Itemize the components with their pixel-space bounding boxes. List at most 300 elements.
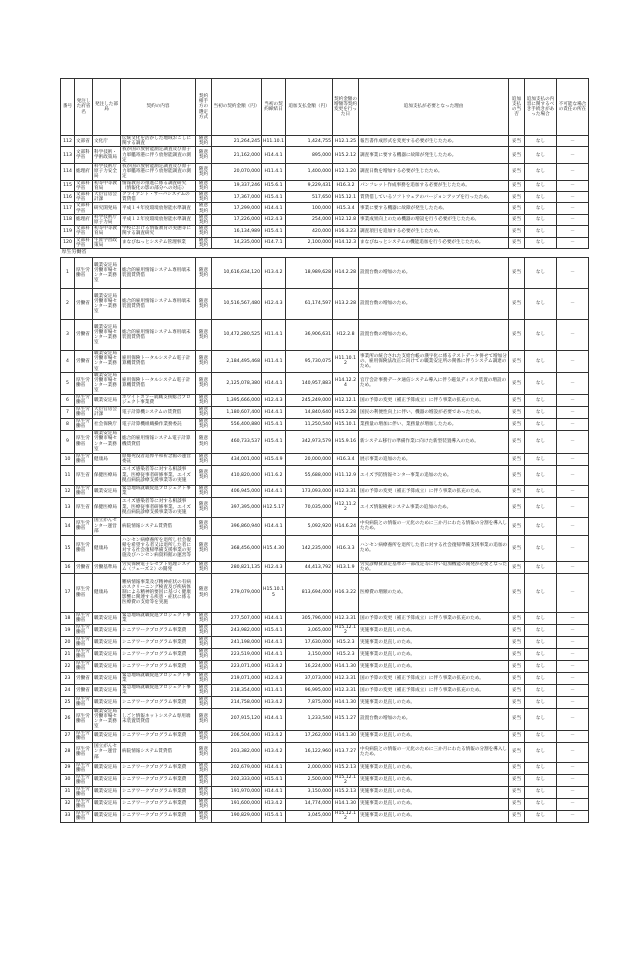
additional-cell: 895,000 (286, 147, 333, 164)
method-cell: 随意契約 (196, 453, 212, 465)
valid-cell: 妥当 (509, 660, 525, 672)
change-date-cell: H14.1.30 (333, 730, 359, 742)
contract-cell: シニアワークプログラム事業費 (121, 624, 196, 636)
resp-cell: － (557, 485, 589, 497)
additional-cell: 7,875,000 (286, 696, 333, 708)
resp-cell: － (557, 226, 589, 237)
table-row (61, 561, 589, 573)
method-cell: 随意契約 (196, 465, 212, 485)
reason-cell: 新システム移行の準備作業に向けた新型装置導入のため。 (359, 430, 509, 453)
row-no: 21 (61, 648, 75, 660)
amount-cell: 556,400,880 (212, 418, 262, 430)
table-row (61, 636, 589, 648)
additional-cell: 342,973,579 (286, 430, 333, 453)
contract-date-cell: H15.4.1 (262, 418, 286, 430)
amount-cell: 1,180,607,400 (212, 406, 262, 418)
contract-cell: しごと情報ネットシステム専用端末装置賃貸借 (121, 708, 196, 730)
contract-cell: 労災保険電子レセプト処理システム（フェーズ２）の開発 (121, 561, 196, 573)
resp-cell: － (557, 730, 589, 742)
amount-cell: 16,134,989 (212, 226, 262, 237)
ministry-cell: 厚生労働省 (75, 258, 93, 289)
header-change-date: 契約金額の増額等契約変更を行った日 (333, 79, 359, 136)
amount-cell: 206,504,000 (212, 730, 262, 742)
additional-cell: 17,630,000 (286, 636, 333, 648)
resp-cell: － (557, 742, 589, 762)
additional-cell: 95,730,075 (286, 351, 333, 373)
contract-cell: シニアワークプログラム事業費 (121, 810, 196, 822)
table-row (61, 164, 589, 181)
row-no: 119 (61, 226, 75, 237)
row-no: 3 (61, 320, 75, 351)
amount-cell: 410,820,000 (212, 465, 262, 485)
bureau-cell: 職業安定局労働市場センター業務室 (93, 289, 121, 320)
additional-cell: 37,073,000 (286, 672, 333, 684)
resp-cell: － (557, 164, 589, 181)
contract-date-cell: H14.4.1 (262, 762, 286, 774)
change-date-cell: H13.7.27 (333, 742, 359, 762)
method-cell: 随意契約 (196, 786, 212, 798)
resp-cell: － (557, 136, 589, 147)
prior-cell: なし (525, 561, 557, 573)
change-date-cell: H15.12.1 (333, 192, 359, 203)
bureau-cell: 職業安定局 (93, 624, 121, 636)
amount-cell: 10,616,634,120 (212, 258, 262, 289)
bureau-cell: 職業安定局労働市場センター業務室 (93, 351, 121, 373)
additional-cell: 70,035,000 (286, 497, 333, 517)
additional-cell: 3,150,000 (286, 648, 333, 660)
bureau-cell: 職業安定局 (93, 648, 121, 660)
resp-cell: － (557, 237, 589, 248)
contract-date-cell: H14.4.1 (262, 485, 286, 497)
valid-cell: 妥当 (509, 485, 525, 497)
valid-cell: 妥当 (509, 430, 525, 453)
header-no: 番号 (61, 79, 75, 136)
resp-cell: － (557, 708, 589, 730)
change-date-cell: H15.2.3 (333, 636, 359, 648)
amount-cell: 191,970,000 (212, 786, 262, 798)
row-no: 29 (61, 762, 75, 774)
reason-cell: 事業に要する機器に故障が発生したため。 (359, 203, 509, 214)
prior-cell: なし (525, 573, 557, 612)
change-date-cell: H15.1.27 (333, 708, 359, 730)
row-no: 115 (61, 180, 75, 191)
ministry-cell: 総理府 (75, 164, 93, 181)
additional-cell: 16,122,960 (286, 742, 333, 762)
contract-cell: 情報教育の推進に係る調査研究（情報化の影の部分への対応） (121, 180, 196, 191)
contract-date-cell: H14.4.1 (262, 612, 286, 624)
bureau-cell: 科学技術庁原子力安全局 (93, 164, 121, 181)
row-no: 20 (61, 636, 75, 648)
change-date-cell: H11.12.9 (333, 465, 359, 485)
reason-cell: 展示事業の追加のため。 (359, 453, 509, 465)
contract-cell: 総合的雇用情報システム電子計算機賃貸借 (121, 430, 196, 453)
row-no: 32 (61, 798, 75, 810)
contract-cell: 総合的雇用情報システム専用端末装置賃貸借 (121, 258, 196, 289)
bureau-cell: 文化庁 (93, 136, 121, 147)
reason-cell: 設置台数の増加のため。 (359, 258, 509, 289)
prior-cell: なし (525, 465, 557, 485)
reason-cell: エイズ予防情報センター事業の追加のため。 (359, 465, 509, 485)
change-date-cell: H15.9.16 (333, 430, 359, 453)
row-no: 1 (61, 258, 75, 289)
change-date-cell: H12.3.31 (333, 672, 359, 684)
method-cell: 随意契約 (196, 535, 212, 561)
contract-cell: 我が国の放射能測定調査及び原子力軍艦寄港に伴う放射能調査の測定 (121, 164, 196, 181)
valid-cell: 妥当 (509, 226, 525, 237)
valid-cell: 妥当 (509, 786, 525, 798)
resp-cell: － (557, 453, 589, 465)
bureau-cell: 健康局 (93, 453, 121, 465)
reason-cell: 医療費の増額のため。 (359, 573, 509, 612)
ministry-cell: 労働省 (75, 684, 93, 696)
contract-cell: 原爆死没者追悼平和祈念館の運営委託 (121, 453, 196, 465)
contract-date-cell: H13.4.2 (262, 730, 286, 742)
amount-cell: 203,382,000 (212, 742, 262, 762)
additional-cell: 16,224,000 (286, 660, 333, 672)
table-row (61, 786, 589, 798)
valid-cell: 妥当 (509, 214, 525, 225)
ministry-cell: 厚生労働省 (75, 406, 93, 418)
additional-cell: 813,694,000 (286, 573, 333, 612)
prior-cell: なし (525, 406, 557, 418)
bureau-cell: 職業安定局 (93, 798, 121, 810)
header-additional: 追加支払金額（円） (286, 79, 333, 136)
contract-cell: 病院情報システム賃貸借 (121, 517, 196, 535)
ministry-cell: 文部科学省 (75, 237, 93, 248)
ministry-cell: 文部科学省 (75, 203, 93, 214)
contract-cell: 平成１２年度環境放射能水準調査 (121, 214, 196, 225)
ministry-cell: 厚生労働省 (75, 453, 93, 465)
row-no: 118 (61, 214, 75, 225)
reason-cell: 賃貸借しているソフトウェアのバージョンアップを行ったため。 (359, 192, 509, 203)
method-cell: 随意契約 (196, 136, 212, 147)
valid-cell: 妥当 (509, 192, 525, 203)
prior-cell: なし (525, 258, 557, 289)
table-row (61, 762, 589, 774)
prior-cell: なし (525, 774, 557, 786)
change-date-cell: H12.3.31 (333, 485, 359, 497)
valid-cell: 妥当 (509, 742, 525, 762)
bureau-cell: 職業安定局 (93, 672, 121, 684)
resp-cell: － (557, 810, 589, 822)
row-no: 112 (61, 136, 75, 147)
resp-cell: － (557, 192, 589, 203)
additional-cell: 142,235,000 (286, 535, 333, 561)
valid-cell: 妥当 (509, 203, 525, 214)
bureau-cell: 初等中等教育局 (93, 226, 121, 237)
ministry-cell: 総理府 (75, 214, 93, 225)
bureau-cell: 職業安定局 (93, 810, 121, 822)
ministry-cell: 厚生労働省 (75, 774, 93, 786)
amount-cell: 223,071,000 (212, 660, 262, 672)
contract-date-cell: H15.4.9 (262, 453, 286, 465)
resp-cell: － (557, 786, 589, 798)
valid-cell: 妥当 (509, 612, 525, 624)
method-cell: 随意契約 (196, 660, 212, 672)
ministry-cell: 文部科学省 (75, 192, 93, 203)
header-ministry: 発注した府省名 (75, 79, 93, 136)
bureau-cell: 初等中等教育局 (93, 180, 121, 191)
contract-date-cell: H14.4.1 (262, 517, 286, 535)
bureau-cell: 研究開発局 (93, 203, 121, 214)
prior-cell: なし (525, 660, 557, 672)
row-no: 13 (61, 497, 75, 517)
row-no: 116 (61, 192, 75, 203)
reason-cell: 国の予算の変更（補正予算成立）に伴う事業の拡充のため。 (359, 684, 509, 696)
change-date-cell: H16.3.23 (333, 226, 359, 237)
amount-cell: 241,198,000 (212, 636, 262, 648)
amount-cell: 10,472,280,525 (212, 320, 262, 351)
bureau-cell: 健康局 (93, 535, 121, 561)
bureau-cell: 労働基準局 (93, 561, 121, 573)
bureau-cell: 職業安定局 (93, 774, 121, 786)
bureau-cell: 生涯学習政策局 (93, 237, 121, 248)
method-cell: 随意契約 (196, 226, 212, 237)
prior-cell: なし (525, 708, 557, 730)
method-cell: 随意契約 (196, 573, 212, 612)
contract-date-cell: H12.4.3 (262, 214, 286, 225)
table-row (61, 453, 589, 465)
bureau-cell: 職業安定局 (93, 660, 121, 672)
valid-cell: 妥当 (509, 136, 525, 147)
resp-cell: － (557, 394, 589, 406)
valid-cell: 妥当 (509, 810, 525, 822)
method-cell: 随意契約 (196, 180, 212, 191)
prior-cell: なし (525, 517, 557, 535)
valid-cell: 妥当 (509, 258, 525, 289)
table-row (61, 696, 589, 708)
header-amount: 当初の契約金額（円） (212, 79, 262, 136)
ministry-cell: 文部科学省 (75, 226, 93, 237)
reason-cell: 実施事業の見直しのため。 (359, 730, 509, 742)
ministry-cell: 厚生省 (75, 465, 93, 485)
contract-cell: シニアワークプログラム事業費 (121, 774, 196, 786)
resp-cell: － (557, 660, 589, 672)
resp-cell: － (557, 774, 589, 786)
method-cell: 随意契約 (196, 561, 212, 573)
row-no: 2 (61, 289, 75, 320)
valid-cell: 妥当 (509, 672, 525, 684)
resp-cell: － (557, 561, 589, 573)
additional-cell: 245,249,000 (286, 394, 333, 406)
row-no: 7 (61, 406, 75, 418)
table-row (61, 418, 589, 430)
ministry-cell: 厚生労働省 (75, 573, 93, 612)
contract-date-cell: H11.10.1 (262, 136, 286, 147)
contract-date-cell: H14.4.1 (262, 406, 286, 418)
change-date-cell: H15.12.12 (333, 774, 359, 786)
row-no: 26 (61, 708, 75, 730)
row-no: 8 (61, 418, 75, 430)
ministry-cell: 厚生労働省 (75, 636, 93, 648)
contract-cell: 難病情報事業及び精神症状の有病のスクリーニング検査及び疾病体制による精神的要因に基づく健康影響に関連する疾患・症状に係る医療費の支給等を実施 (121, 573, 196, 612)
method-cell: 随意契約 (196, 320, 212, 351)
resp-cell: － (557, 636, 589, 648)
change-date-cell: H11.10.12 (333, 351, 359, 373)
valid-cell: 妥当 (509, 730, 525, 742)
contract-cell: まなびねっとシステム管理事業 (121, 237, 196, 248)
reason-cell: 実施事業の見直しのため。 (359, 636, 509, 648)
contract-date-cell: H14.4.1 (262, 372, 286, 394)
row-no: 16 (61, 561, 75, 573)
prior-cell: なし (525, 742, 557, 762)
valid-cell: 妥当 (509, 798, 525, 810)
valid-cell: 妥当 (509, 289, 525, 320)
row-no: 4 (61, 351, 75, 373)
bureau-cell: 職業安定局 (93, 636, 121, 648)
additional-cell: 2,100,000 (286, 237, 333, 248)
reason-cell: 調査項目を追加する必要が生じたため。 (359, 226, 509, 237)
method-cell: 随意契約 (196, 485, 212, 497)
resp-cell: － (557, 214, 589, 225)
header-method: 契約相手方の選定方式 (196, 79, 212, 136)
valid-cell: 妥当 (509, 497, 525, 517)
prior-cell: なし (525, 203, 557, 214)
amount-cell: 2,184,495,468 (212, 351, 262, 373)
change-date-cell: H16.3.3 (333, 535, 359, 561)
prior-cell: なし (525, 485, 557, 497)
prior-cell: なし (525, 394, 557, 406)
table-row (61, 289, 589, 320)
row-no: 114 (61, 164, 75, 181)
contract-cell: 平成１４年度環境放射能水準調査 (121, 203, 196, 214)
change-date-cell: H14.6.24 (333, 517, 359, 535)
method-cell: 随意契約 (196, 192, 212, 203)
prior-cell: なし (525, 164, 557, 181)
method-cell: 随意契約 (196, 648, 212, 660)
ministry-cell: 厚生労働省 (75, 786, 93, 798)
contract-date-cell: H11.4.1 (262, 164, 286, 181)
contract-table (60, 78, 589, 823)
resp-cell: － (557, 696, 589, 708)
table-row (61, 147, 589, 164)
contract-cell: 総合的雇用情報システム専用端末装置賃貸借 (121, 320, 196, 351)
method-cell: 随意契約 (196, 730, 212, 742)
reason-cell: 調査事業に要する機器に故障が発生したため。 (359, 147, 509, 164)
prior-cell: なし (525, 810, 557, 822)
additional-cell: 5,092,920 (286, 517, 333, 535)
ministry-cell: 厚生労働省 (75, 696, 93, 708)
prior-cell: なし (525, 214, 557, 225)
contract-cell: ホワイトカラー就職支援総合プロジェクト事業費 (121, 394, 196, 406)
amount-cell: 20,070,000 (212, 164, 262, 181)
valid-cell: 妥当 (509, 351, 525, 373)
change-date-cell: H12.1.20 (333, 164, 359, 181)
resp-cell: － (557, 497, 589, 517)
valid-cell: 妥当 (509, 320, 525, 351)
prior-cell: なし (525, 786, 557, 798)
amount-cell: 17,299,000 (212, 203, 262, 214)
prior-cell: なし (525, 535, 557, 561)
bureau-cell: 職業安定局 (93, 612, 121, 624)
valid-cell: 妥当 (509, 147, 525, 164)
additional-cell: 11,250,540 (286, 418, 333, 430)
contract-cell: エイズ感染者等に対する相談事業、医療従事者研修事業、エイズ拠点病院診療支援事業等の実施 (121, 465, 196, 485)
contract-date-cell: H13.4.2 (262, 258, 286, 289)
resp-cell: － (557, 180, 589, 191)
additional-cell: 3,045,000 (286, 810, 333, 822)
additional-cell: 36,906,631 (286, 320, 333, 351)
method-cell: 随意契約 (196, 708, 212, 730)
valid-cell: 妥当 (509, 418, 525, 430)
row-no: 22 (61, 660, 75, 672)
contract-cell: シニアワークプログラム事業費 (121, 786, 196, 798)
valid-cell: 妥当 (509, 237, 525, 248)
additional-cell: 3,065,000 (286, 624, 333, 636)
contract-cell: エイズ感染者等に対する相談事業、医療従事者研修事業、エイズ拠点病院診療支援事業等の実施 (121, 497, 196, 517)
resp-cell: － (557, 517, 589, 535)
contract-date-cell: H15.4.1 (262, 624, 286, 636)
table-row (61, 192, 589, 203)
ministry-cell: 労働省 (75, 289, 93, 320)
additional-cell: 2,500,000 (286, 774, 333, 786)
table-row (61, 214, 589, 225)
valid-cell: 妥当 (509, 406, 525, 418)
valid-cell: 妥当 (509, 535, 525, 561)
change-date-cell: H14.2.28 (333, 258, 359, 289)
change-date-cell: H14.12.3 (333, 237, 359, 248)
bureau-cell: 科学技術庁原子力局 (93, 214, 121, 225)
table-row (61, 648, 589, 660)
table-row (61, 684, 589, 696)
table-row (61, 624, 589, 636)
method-cell: 随意契約 (196, 672, 212, 684)
additional-cell: 3,150,000 (286, 786, 333, 798)
prior-cell: なし (525, 672, 557, 684)
contract-date-cell: H13.4.2 (262, 696, 286, 708)
additional-cell: 1,233,540 (286, 708, 333, 730)
contract-date-cell: H12.5.17 (262, 497, 286, 517)
additional-cell: 20,000,000 (286, 453, 333, 465)
ministry-cell: 厚生労働省 (75, 624, 93, 636)
table-row (61, 258, 589, 289)
contract-date-cell: H14.4.1 (262, 786, 286, 798)
bureau-cell: 国立がんセンター運営部 (93, 517, 121, 535)
header-bureau: 発注した部局 (93, 79, 121, 136)
valid-cell: 妥当 (509, 696, 525, 708)
change-date-cell: H12.1.25 (333, 136, 359, 147)
table-row (61, 351, 589, 373)
contract-cell: 緊急地域就職促進プロジェクト事業 (121, 672, 196, 684)
table-row (61, 535, 589, 561)
contract-date-cell: H14.4.1 (262, 636, 286, 648)
contract-cell: 我が国の放射能測定調査及び原子力軍艦寄港に伴う放射能調査の測定 (121, 147, 196, 164)
row-no: 10 (61, 453, 75, 465)
bureau-cell: 職業安定局 (93, 786, 121, 798)
valid-cell: 妥当 (509, 372, 525, 394)
resp-cell: － (557, 612, 589, 624)
change-date-cell: H12.11.22 (333, 497, 359, 517)
valid-cell: 妥当 (509, 164, 525, 181)
table-row (61, 406, 589, 418)
valid-cell: 妥当 (509, 774, 525, 786)
reason-cell: 実施事業の見直しのため。 (359, 624, 509, 636)
prior-cell: なし (525, 351, 557, 373)
reason-cell: パンフレット作成事務を追加する必要が生じたため。 (359, 180, 509, 191)
method-cell: 随意契約 (196, 798, 212, 810)
valid-cell: 妥当 (509, 561, 525, 573)
additional-cell: 1,424,755 (286, 136, 333, 147)
resp-cell: － (557, 406, 589, 418)
amount-cell: 368,456,000 (212, 535, 262, 561)
reason-cell: 設置台数の増加のため。 (359, 320, 509, 351)
contract-cell: シニアワークプログラム事業費 (121, 660, 196, 672)
bureau-cell: 健康局 (93, 573, 121, 612)
change-date-cell: H15.12.12 (333, 624, 359, 636)
reason-cell: 官庁会計事務データ通信システム導入に伴う磁気ディスク装置の増設のため。 (359, 372, 509, 394)
ministry-cell: 厚生省 (75, 497, 93, 517)
header-contract-date: 当初の契約締結日 (262, 79, 286, 136)
